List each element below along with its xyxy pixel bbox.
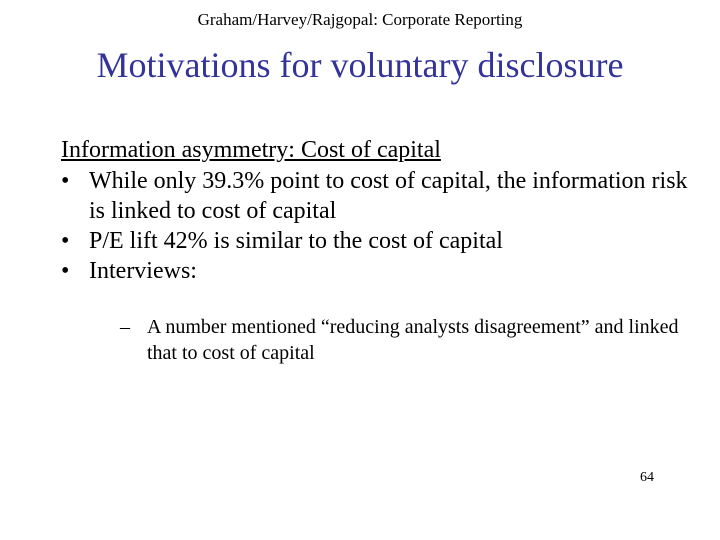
bullet-text: P/E lift 42% is similar to the cost of capital: [89, 228, 503, 254]
slide-header: Graham/Harvey/Rajgopal: Corporate Reporting: [197, 10, 523, 29]
bullet-item: [61, 166, 701, 226]
bullet-marker: •: [61, 168, 70, 194]
sub-bullet-item: [120, 314, 700, 366]
sub-bullet-list: [120, 314, 700, 366]
section-heading: Information asymmetry: Cost of capital: [61, 137, 441, 163]
page-number: 64: [640, 470, 654, 485]
bullet-item: [61, 226, 701, 256]
bullet-list: [61, 166, 701, 286]
slide-title: Motivations for voluntary disclosure: [96, 45, 624, 85]
bullet-marker: •: [61, 228, 70, 254]
bullet-marker: •: [61, 258, 70, 284]
bullet-text: While only 39.3% point to cost of capital, the information risk is linked to cost of capital: [89, 168, 688, 224]
bullet-item: [61, 256, 701, 286]
sub-bullet-text: A number mentioned “reducing analysts disagreement” and linked that to cost of capital: [147, 316, 679, 364]
sub-bullet-marker: –: [120, 316, 130, 338]
bullet-text: Interviews:: [89, 258, 197, 284]
